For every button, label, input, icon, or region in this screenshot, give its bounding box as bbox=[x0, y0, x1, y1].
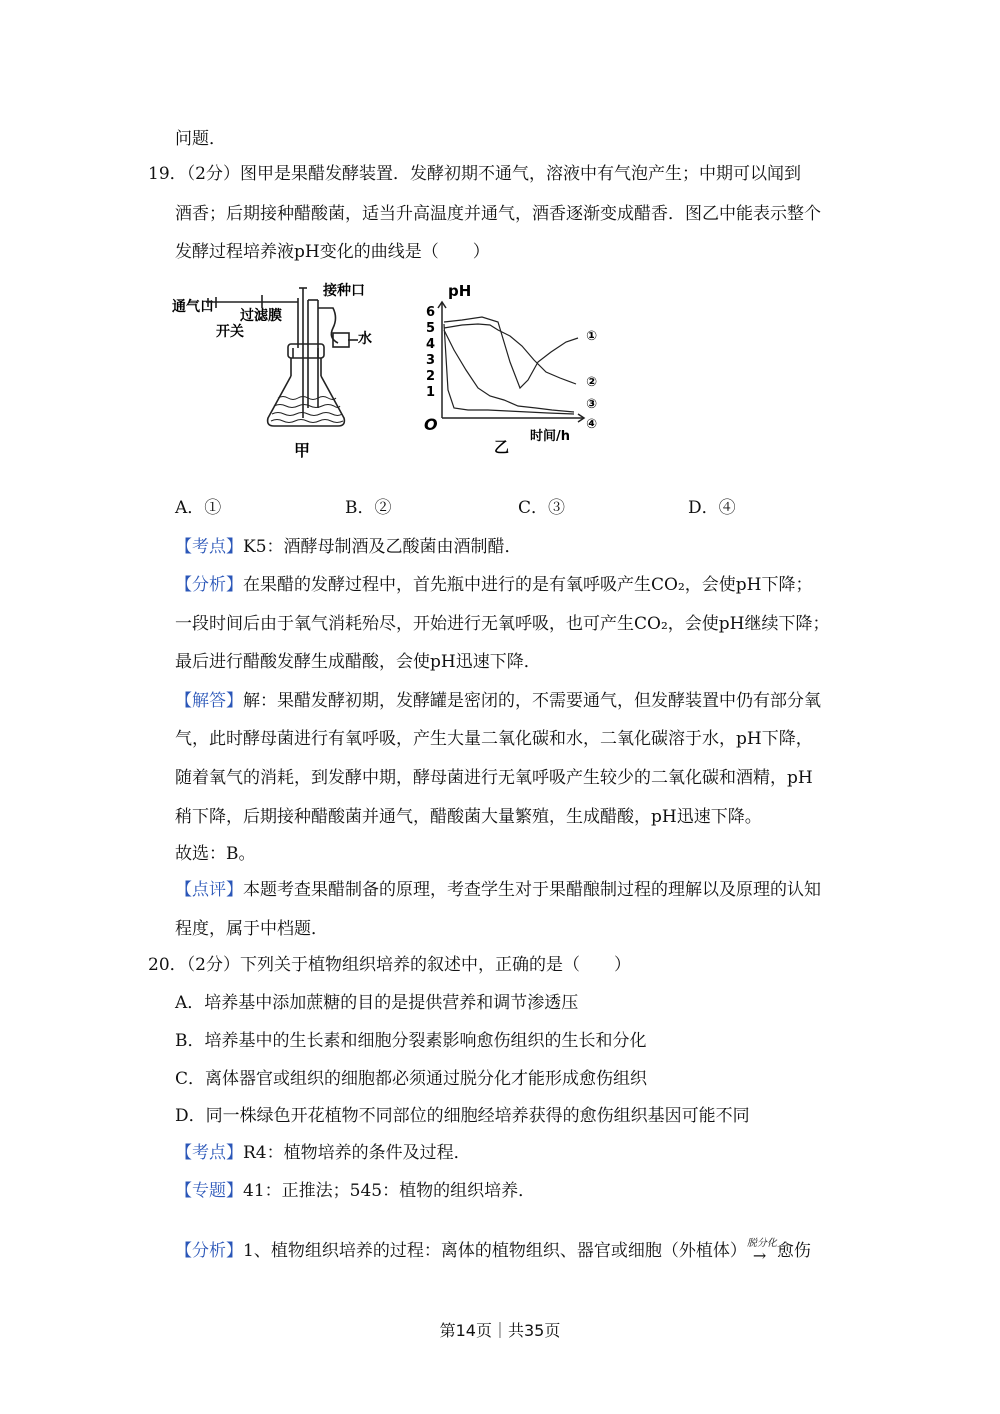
q19-answer: 故选：B。 bbox=[175, 844, 256, 864]
q19-stem-line1: 19．（2分）图甲是果醋发酵装置．发酵初期不通气，溶液中有气泡产生；中期可以闻到 bbox=[148, 164, 801, 184]
q20-fenxi-line1 bbox=[175, 1237, 811, 1265]
y-tick-3: 3 bbox=[426, 353, 436, 368]
y-tick-6: 6 bbox=[426, 305, 436, 320]
caption-yi: 乙 bbox=[494, 438, 510, 456]
curve-labels bbox=[586, 329, 597, 432]
jieda-tag: 【解答】 bbox=[175, 691, 243, 711]
ph-axis-label: pH bbox=[448, 282, 472, 300]
dianping-tag: 【点评】 bbox=[175, 880, 243, 900]
label-water: 水 bbox=[358, 331, 372, 347]
q19-stem-line3: 发酵过程培养液pH变化的曲线是（ ） bbox=[175, 242, 490, 262]
q20-kaodian-tag: 【考点】 bbox=[175, 1143, 243, 1163]
label-inlet: 通气口 bbox=[172, 299, 214, 315]
q20-fenxi-text-1: 1、植物组织培养的过程：离体的植物组织、器官或细胞（外植体） bbox=[243, 1241, 747, 1261]
curve-label-4: ④ bbox=[586, 417, 598, 432]
y-tick-1: 1 bbox=[426, 385, 436, 400]
caption-jia: 甲 bbox=[294, 441, 311, 460]
kaodian-tag: 【考点】 bbox=[175, 537, 243, 557]
origin-label: O bbox=[424, 415, 438, 434]
q19-fenxi-line1 bbox=[175, 574, 812, 596]
top-text: 问题． bbox=[175, 129, 226, 149]
arrow-label: 脱分化 bbox=[746, 1237, 777, 1249]
q19-stem-line2: 酒香；后期接种醋酸菌，适当升高温度并通气，酒香逐渐变成醋香．图乙中能表示整个 bbox=[175, 204, 821, 224]
kaodian-text: K5：酒酵母制酒及乙酸菌由酒制醋． bbox=[243, 537, 522, 557]
q19-option-b: B．② bbox=[345, 498, 392, 518]
q19-jieda-line3: 随着氧气的消耗，到发酵中期，酵母菌进行无氧呼吸产生较少的二氧化碳和酒精，pH bbox=[175, 768, 813, 788]
q19-fenxi-line3: 最后进行醋酸发酵生成醋酸，会使pH迅速下降． bbox=[175, 652, 541, 672]
q20-option-d: D．同一株绿色开花植物不同部位的细胞经培养获得的愈伤组织基因可能不同 bbox=[175, 1106, 750, 1126]
q20-zhuanti-tag: 【专题】 bbox=[175, 1181, 243, 1201]
q20-fenxi-text-end: 愈伤 bbox=[776, 1241, 811, 1261]
label-switch: 开关 bbox=[216, 324, 244, 340]
y-tick-labels bbox=[426, 305, 435, 400]
q19-dianping-line1 bbox=[175, 879, 821, 901]
y-tick-2: 2 bbox=[426, 369, 436, 384]
ph-curve-figure bbox=[418, 280, 618, 460]
label-filter: 过滤膜 bbox=[240, 308, 282, 324]
jieda-text-1: 解：果醋发酵初期，发酵罐是密闭的，不需要通气，但发酵装置中仍有部分氧 bbox=[243, 691, 821, 711]
q19-fenxi-line2: 一段时间后由于氧气消耗殆尽，开始进行无氧呼吸，也可产生CO₂，会使pH继续下降； bbox=[175, 614, 830, 634]
q20-stem: 20．（2分）下列关于植物组织培养的叙述中，正确的是（ ） bbox=[148, 955, 631, 975]
fermentation-apparatus-figure bbox=[168, 278, 388, 463]
x-axis-label: 时间/h bbox=[530, 429, 571, 444]
page-footer: 第14页｜共35页 bbox=[439, 1321, 561, 1340]
y-tick-4: 4 bbox=[426, 337, 436, 352]
fenxi-text-1: 在果醋的发酵过程中，首先瓶中进行的是有氧呼吸产生CO₂，会使pH下降； bbox=[243, 575, 813, 595]
q20-zhuanti bbox=[175, 1180, 535, 1202]
q19-jieda-line2: 气，此时酵母菌进行有氧呼吸，产生大量二氧化碳和水，二氧化碳溶于水，pH下降， bbox=[175, 729, 813, 749]
q20-zhuanti-text: 41：正推法；545：植物的组织培养． bbox=[243, 1181, 536, 1201]
label-inoculation: 接种口 bbox=[323, 283, 365, 299]
q19-option-c: C．③ bbox=[518, 498, 566, 518]
right-arrow-icon: → bbox=[752, 1245, 767, 1265]
q20-kaodian-text: R4：植物培养的条件及过程． bbox=[243, 1143, 471, 1163]
dedifferentiation-arrow bbox=[746, 1237, 777, 1265]
q20-fenxi-tag: 【分析】 bbox=[175, 1241, 243, 1261]
y-tick-5: 5 bbox=[426, 321, 436, 336]
q19-option-d: D．④ bbox=[688, 498, 736, 518]
dianping-text-1: 本题考查果醋制备的原理，考查学生对于果醋酿制过程的理解以及原理的认知 bbox=[243, 880, 821, 900]
q20-kaodian bbox=[175, 1142, 471, 1164]
q20-option-b: B．培养基中的生长素和细胞分裂素影响愈伤组织的生长和分化 bbox=[175, 1031, 647, 1051]
curve-label-2: ② bbox=[586, 375, 598, 390]
q19-jieda-line1 bbox=[175, 690, 821, 712]
curve-label-3: ③ bbox=[586, 397, 598, 412]
q19-dianping-line2: 程度，属于中档题． bbox=[175, 919, 328, 939]
curve-label-1: ① bbox=[586, 329, 598, 344]
q19-kaodian bbox=[175, 536, 522, 558]
q19-option-a: A．① bbox=[175, 498, 222, 518]
q20-option-a: A．培养基中添加蔗糖的目的是提供营养和调节渗透压 bbox=[175, 993, 579, 1013]
q20-option-c: C．离体器官或组织的细胞都必须通过脱分化才能形成愈伤组织 bbox=[175, 1069, 648, 1089]
fenxi-tag: 【分析】 bbox=[175, 575, 243, 595]
q19-jieda-line4: 稍下降，后期接种醋酸菌并通气，醋酸菌大量繁殖，生成醋酸，pH迅速下降。 bbox=[175, 807, 762, 827]
